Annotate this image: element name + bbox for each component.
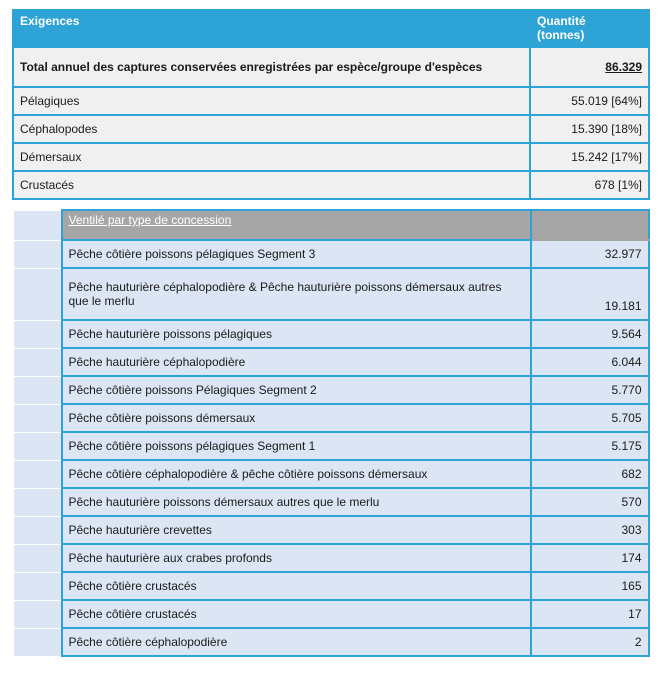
- header-quantity-label: Quantité: [537, 14, 586, 28]
- indent-cell: [14, 516, 62, 544]
- concession-label: Pêche hauturière aux crabes profonds: [62, 544, 531, 572]
- total-label: Total annuel des captures conservées enregistrées par espèce/groupe d'espèces: [13, 47, 530, 87]
- concession-value: 5.175: [531, 432, 649, 460]
- table-row: [14, 516, 649, 544]
- table-row: [14, 488, 649, 516]
- concession-label: Pêche côtière céphalopodière & pêche côtière poissons démersaux: [62, 460, 531, 488]
- table-row: [14, 404, 649, 432]
- table-row: [14, 544, 649, 572]
- concession-value: 2: [531, 628, 649, 656]
- group-label: Démersaux: [13, 143, 530, 171]
- concession-label: Pêche hauturière poissons démersaux autres que le merlu: [62, 488, 531, 516]
- table-row: [14, 320, 649, 348]
- concession-label: Pêche côtière crustacés: [62, 572, 531, 600]
- indent-cell: [14, 488, 62, 516]
- indent-cell: [14, 544, 62, 572]
- indent-cell: [14, 320, 62, 348]
- group-value: 55.019 [64%]: [530, 87, 649, 115]
- concession-value: 303: [531, 516, 649, 544]
- table-row: [14, 376, 649, 404]
- indent-cell: [14, 376, 62, 404]
- concession-label: Pêche hauturière crevettes: [62, 516, 531, 544]
- concession-value: 19.181: [531, 268, 649, 320]
- table-row: [14, 572, 649, 600]
- group-row: [13, 143, 649, 171]
- group-row: [13, 115, 649, 143]
- breakdown-title-spacer: [531, 210, 649, 240]
- breakdown-title: Ventilé par type de concession: [62, 210, 531, 240]
- group-value: 15.390 [18%]: [530, 115, 649, 143]
- breakdown-table: [13, 209, 650, 657]
- table-row: [14, 600, 649, 628]
- indent-cell: [14, 404, 62, 432]
- concession-label: Pêche côtière crustacés: [62, 600, 531, 628]
- concession-label: Pêche côtière poissons démersaux: [62, 404, 531, 432]
- group-label: Crustacés: [13, 171, 530, 199]
- concession-value: 5.705: [531, 404, 649, 432]
- group-row: [13, 171, 649, 199]
- indent-cell: [14, 572, 62, 600]
- indent-cell: [14, 628, 62, 656]
- concession-value: 17: [531, 600, 649, 628]
- table-header-row: [13, 10, 649, 47]
- concession-value: 32.977: [531, 240, 649, 268]
- header-requirements: Exigences: [13, 10, 530, 47]
- breakdown-header-row: [14, 210, 649, 240]
- table-row: [14, 348, 649, 376]
- concession-label: Pêche côtière poissons pélagiques Segment 3: [62, 240, 531, 268]
- indent-cell: [14, 268, 62, 320]
- concession-value: 5.770: [531, 376, 649, 404]
- concession-label: Pêche hauturière céphalopodière: [62, 348, 531, 376]
- group-value: 15.242 [17%]: [530, 143, 649, 171]
- concession-value: 9.564: [531, 320, 649, 348]
- total-row: [13, 47, 649, 87]
- indent-cell: [14, 432, 62, 460]
- indent-cell: [14, 240, 62, 268]
- summary-table: [12, 9, 650, 200]
- header-quantity: [530, 10, 649, 47]
- group-value: 678 [1%]: [530, 171, 649, 199]
- total-value: 86.329: [530, 47, 649, 87]
- concession-label: Pêche côtière poissons pélagiques Segment 1: [62, 432, 531, 460]
- concession-label: Pêche hauturière céphalopodière & Pêche hauturière poissons démersaux autres que le merlu: [62, 268, 531, 320]
- concession-label: Pêche côtière poissons Pélagiques Segment 2: [62, 376, 531, 404]
- concession-value: 174: [531, 544, 649, 572]
- table-row: [14, 268, 649, 320]
- concession-value: 165: [531, 572, 649, 600]
- concession-label: Pêche côtière céphalopodière: [62, 628, 531, 656]
- indent-cell: [14, 600, 62, 628]
- group-row: [13, 87, 649, 115]
- indent-cell: [14, 348, 62, 376]
- header-quantity-unit: (tonnes): [537, 28, 585, 42]
- table-row: [14, 240, 649, 268]
- table-row: [14, 432, 649, 460]
- table-row: [14, 460, 649, 488]
- table-row: [14, 628, 649, 656]
- concession-value: 682: [531, 460, 649, 488]
- group-label: Pélagiques: [13, 87, 530, 115]
- concession-label: Pêche hauturière poissons pélagiques: [62, 320, 531, 348]
- concession-value: 6.044: [531, 348, 649, 376]
- indent-cell: [14, 460, 62, 488]
- group-label: Céphalopodes: [13, 115, 530, 143]
- indent-cell: [14, 210, 62, 240]
- concession-value: 570: [531, 488, 649, 516]
